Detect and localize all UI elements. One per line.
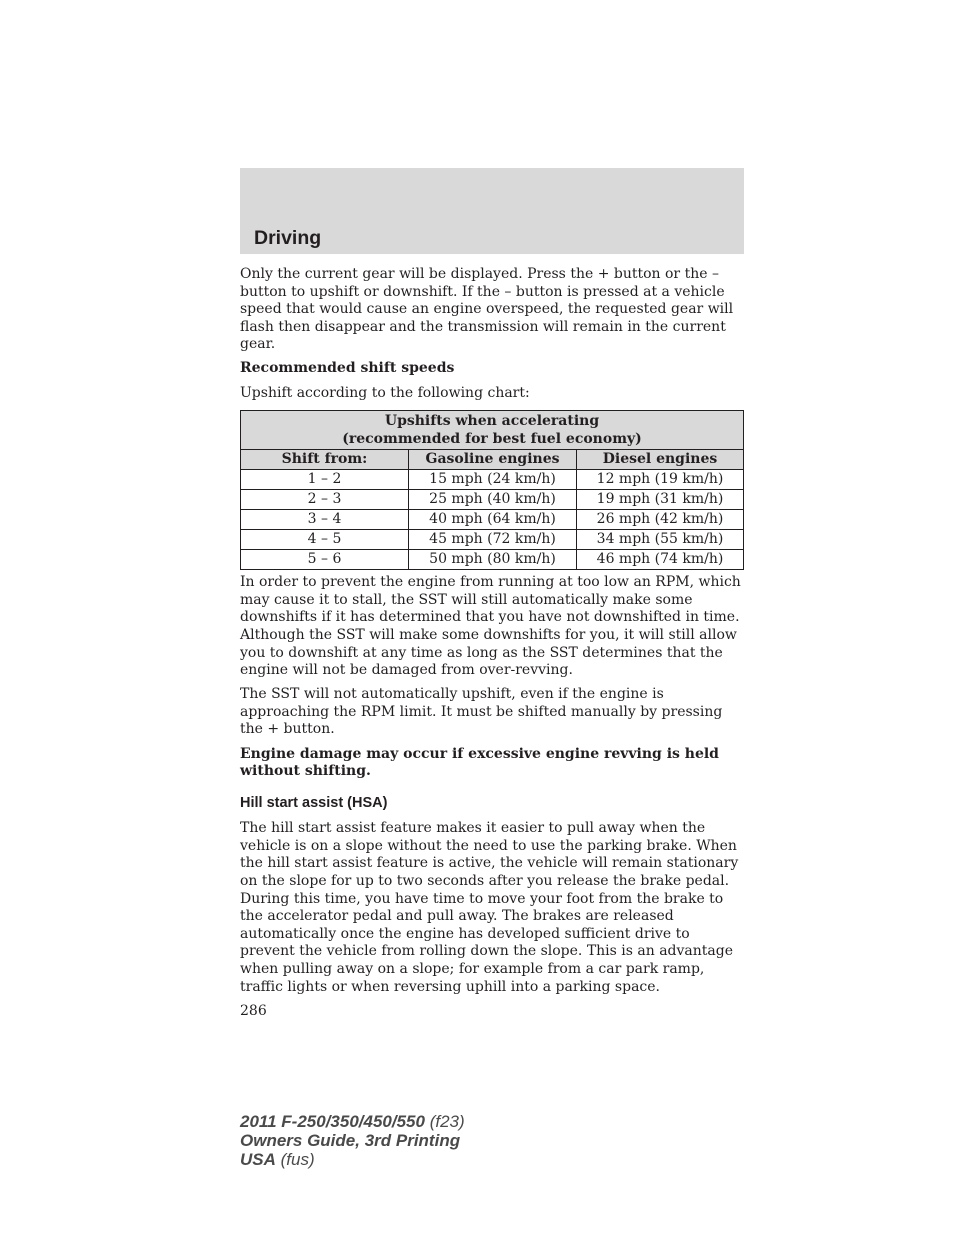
table-cell: 1 – 2 (241, 470, 409, 490)
table-title (241, 411, 744, 450)
section-header-band (240, 168, 744, 254)
intro-paragraph: Only the current gear will be displayed. Press the + button or the – button to upshift or downshift. If the – button is pressed at a vehicle speed that would cause an engine overspeed, the requested gear will flash then disappear and the transmission will remain in the current gear. (240, 266, 734, 353)
table-cell: 19 mph (31 km/h) (577, 490, 744, 510)
footer-line3 (240, 1150, 465, 1169)
document-footer (240, 1112, 465, 1169)
hsa-paragraph: The hill start assist feature makes it easier to pull away when the vehicle is on a slope without the need to use the parking brake. When the hill start assist feature is active, the vehicle will remain stationary on the slope for up to two seconds after you release the brake pedal. During this time, you have time to move your foot from the brake to the accelerator pedal and pull away. The brakes are released automatically once the engine has developed sufficient drive to prevent the vehicle from rolling down the slope. This is an advantage when pulling away on a slope; for example from a car park ramp, traffic lights or when reversing uphill into a parking space. (240, 820, 739, 995)
column-header-shift-from: Shift from: (241, 450, 409, 470)
table-cell: 15 mph (24 km/h) (409, 470, 577, 490)
table-cell: 46 mph (74 km/h) (577, 550, 744, 570)
table-cell: 5 – 6 (241, 550, 409, 570)
table-cell: 25 mph (40 km/h) (409, 490, 577, 510)
upshift-table (240, 410, 744, 570)
footer-model: 2011 F-250/350/450/550 (240, 1112, 425, 1131)
table-cell: 34 mph (55 km/h) (577, 530, 744, 550)
page-content (240, 266, 744, 1020)
engine-damage-warning: Engine damage may occur if excessive engine revving is held without shifting. (240, 745, 719, 780)
table-cell: 40 mph (64 km/h) (409, 510, 577, 530)
table-title-row (241, 411, 744, 450)
section-title: Driving (254, 227, 322, 249)
table-header-row (241, 450, 744, 470)
shift-speeds-heading: Recommended shift speeds (240, 360, 455, 377)
table-row (241, 510, 744, 530)
table-row (241, 490, 744, 510)
table-cell: 45 mph (72 km/h) (409, 530, 577, 550)
table-cell: 3 – 4 (241, 510, 409, 530)
table-cell: 4 – 5 (241, 530, 409, 550)
footer-market: USA (240, 1150, 276, 1169)
column-header-gasoline: Gasoline engines (409, 450, 577, 470)
table-cell: 26 mph (42 km/h) (577, 510, 744, 530)
footer-line2 (240, 1131, 465, 1150)
table-title-line2: (recommended for best fuel economy) (342, 431, 642, 448)
hsa-heading: Hill start assist (HSA) (240, 794, 388, 811)
page-number: 286 (240, 1002, 267, 1019)
upshift-paragraph: The SST will not automatically upshift, even if the engine is approaching the RPM limit. It must be shifted manually by pressing the + button. (240, 686, 723, 738)
table-cell: 12 mph (19 km/h) (577, 470, 744, 490)
footer-guide: Owners Guide, 3rd Printing (240, 1131, 461, 1150)
downshift-paragraph: In order to prevent the engine from running at too low an RPM, which may cause it to stall, the SST will still automatically make some downshifts if it has determined that you have not downshifted in time. Although the SST will make some downshifts for you, it will still allow you to downshift at any time as long as the SST determines that the engine will not be damaged from over-revving. (240, 574, 741, 679)
table-row (241, 550, 744, 570)
table-title-line1: Upshifts when accelerating (384, 413, 600, 430)
table-cell: 2 – 3 (241, 490, 409, 510)
footer-model-code: (f23) (429, 1112, 465, 1131)
footer-market-code: (fus) (280, 1150, 315, 1169)
column-header-diesel: Diesel engines (577, 450, 744, 470)
table-row (241, 530, 744, 550)
chart-intro: Upshift according to the following chart: (240, 384, 530, 401)
table-cell: 50 mph (80 km/h) (409, 550, 577, 570)
footer-line1 (240, 1112, 465, 1131)
table-row (241, 470, 744, 490)
